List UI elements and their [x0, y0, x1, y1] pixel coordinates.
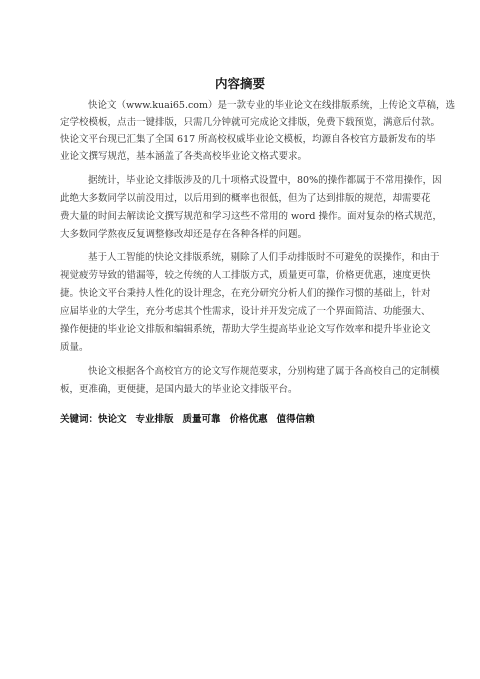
paragraph-2-line-3: 费大量的时间去解读论文撰写规范和学习这些不常用的 word 操作。面对复杂的格式规范， — [60, 211, 443, 222]
paragraph-3-line-2: 视觉疲劳导致的错漏等，较之传统的人工排版方式，质量更可靠，价格更优惠，速度更快 — [60, 270, 431, 281]
keywords-line — [60, 414, 324, 426]
paragraph-1-line-3: 快论文平台现已汇集了全国 617 所高校权威毕业论文模板，均源自各校官方最新发布的毕 — [60, 134, 436, 145]
paragraph-3-line-6: 质量。 — [60, 342, 89, 353]
paragraph-2-line-4: 大多数同学熬夜反复调整修改却还是存在各种各样的问题。 — [60, 229, 308, 240]
keyword-item: 值得信赖 — [276, 414, 315, 425]
keyword-item: 价格优惠 — [229, 414, 268, 425]
paragraph-3-line-5: 操作便捷的毕业论文排版和编辑系统，帮助大学生提高毕业论文写作效率和提升毕业论文 — [60, 324, 431, 335]
paragraph-1-line-4: 业论文撰写规范，基本涵盖了各类高校毕业论文格式要求。 — [60, 151, 308, 162]
paragraph-2-line-1: 据统计，毕业论文排版涉及的几十项格式设置中，80%的操作都属于不常用操作，因 — [88, 175, 442, 186]
paragraph-1-line-2: 定学校模板，点击一键排版，只需几分钟就可完成论文排版，免费下载预览，满意后付款。 — [60, 117, 441, 128]
paragraph-3-line-3: 捷。快论文平台秉持人性化的设计理念，在充分研究分析人们的操作习惯的基础上，针对 — [60, 288, 431, 299]
paragraph-2-line-2: 此绝大多数同学以前没用过，以后用到的概率也很低，但为了达到排版的规范，却需要花 — [60, 193, 431, 204]
keyword-item: 质量可靠 — [182, 414, 221, 425]
paragraph-1-line-1: 快论文（www.kuai65.com）是一款专业的毕业论文在线排版系统，上传论文草稿，选 — [88, 100, 456, 111]
paragraph-3-line-4: 应届毕业的大学生，充分考虑其个性需求，设计并开发完成了一个界面简洁、功能强大、 — [60, 306, 431, 317]
abstract-title: 内容摘要 — [214, 76, 265, 91]
paragraph-4-line-1: 快论文根据各个高校官方的论文写作规范要求，分别构建了属于各高校自己的定制模 — [88, 366, 440, 377]
paragraph-4-line-2: 板，更准确，更便捷，是国内最大的毕业论文排版平台。 — [60, 384, 298, 395]
paragraph-3-line-1: 基于人工智能的快论文排版系统，剔除了人们手动排版时不可避免的误操作，和由于 — [88, 252, 440, 263]
keyword-item: 快论文 — [98, 414, 127, 425]
keywords-label: 关键词： — [60, 414, 99, 425]
keyword-item: 专业排版 — [135, 414, 174, 425]
